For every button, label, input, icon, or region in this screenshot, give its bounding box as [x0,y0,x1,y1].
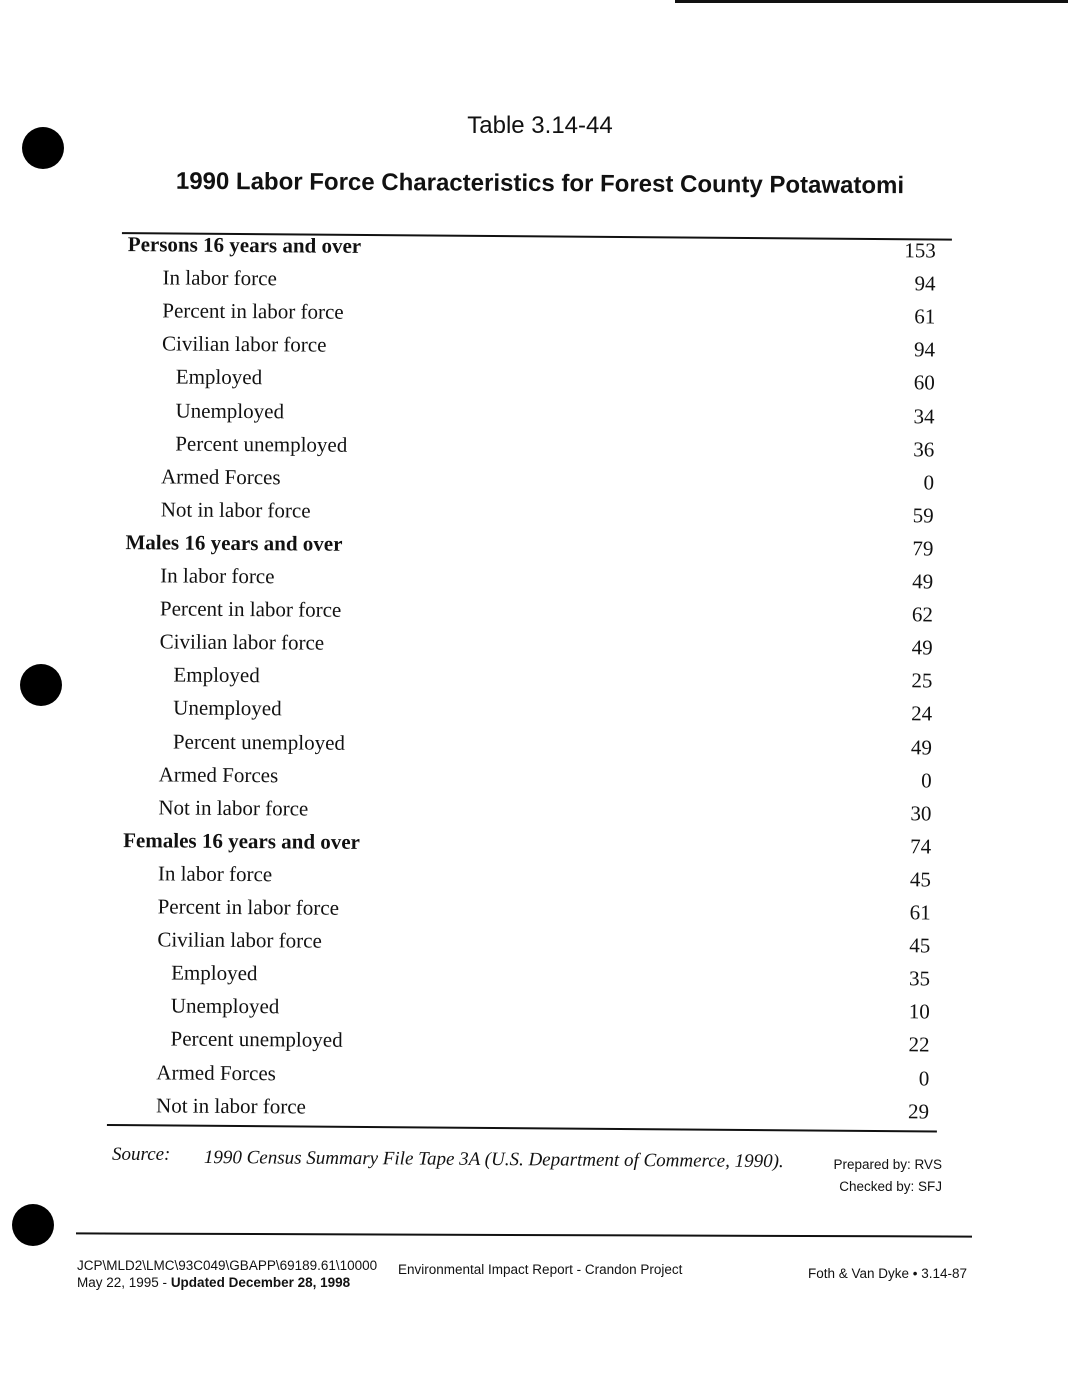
row-label: Not in labor force [155,1092,307,1119]
row-value: 61 [909,900,931,925]
row-label: Employed [175,364,263,390]
footer-page-number: Foth & Van Dyke • 3.14-87 [808,1266,968,1281]
row-value: 30 [910,800,932,826]
prepared-by: Prepared by: RVS [833,1157,942,1172]
footer-updated-date: Updated December 28, 1998 [170,1275,351,1290]
row-value: 49 [911,635,933,660]
row-value: 22 [908,1032,930,1057]
row-value: 0 [918,1065,930,1090]
footer-report-title: Environmental Impact Report - Crandon Project [398,1262,683,1277]
row-label: Unemployed [175,397,285,423]
row-label: Not in labor force [160,497,311,523]
labor-force-table [107,224,948,1136]
footer-original-date: May 22, 1995 - [77,1275,171,1290]
row-label: Percent in labor force [162,298,344,324]
row-value: 36 [913,436,935,462]
row-value: 49 [912,569,934,594]
row-value: 94 [914,271,936,296]
row-value: 94 [913,337,936,362]
row-label: Unemployed [173,695,282,721]
punch-hole [20,664,62,706]
row-value: 153 [904,238,936,263]
row-label: Armed Forces [158,761,279,787]
row-label: In labor force [162,265,277,291]
footer-file-path: JCP\MLD2\LMC\93C049\GBAPP\69189.61\10000 [77,1258,378,1273]
row-value: 25 [911,668,933,693]
footer-rule [76,1232,972,1237]
row-value: 29 [907,1098,930,1124]
row-label: Employed [171,960,258,986]
row-value: 10 [908,999,930,1024]
row-label: Armed Forces [160,464,281,490]
row-value: 61 [914,304,936,329]
row-label: Percent unemployed [170,1026,343,1053]
row-value: 59 [912,503,934,528]
row-value: 0 [923,470,935,495]
row-label: Civilian labor force [161,331,327,357]
table-title: 1990 Labor Force Characteristics for Forest County Potawatomi [175,167,905,200]
row-value: 62 [911,602,934,627]
top-edge-line [675,0,1068,3]
row-label: Civilian labor force [159,629,325,655]
row-value: 79 [912,536,934,561]
row-label: Armed Forces [156,1059,276,1085]
table-body [114,224,948,1124]
row-value: 74 [910,834,932,859]
row-label: Percent unemployed [172,728,346,755]
row-label: Percent in labor force [159,596,342,622]
row-label: Females 16 years and over [123,827,361,854]
row-label: In labor force [160,563,275,589]
row-label: Not in labor force [158,795,309,821]
checked-by: Checked by: SFJ [839,1179,942,1194]
footer-date [77,1275,350,1290]
row-label: Percent in labor force [157,894,340,920]
row-label: Males 16 years and over [125,529,343,556]
row-label: Civilian labor force [157,927,322,953]
row-label: Unemployed [170,993,280,1019]
source-citation: 1990 Census Summary File Tape 3A (U.S. Department of Commerce, 1990). [203,1147,784,1173]
row-label: In labor force [157,861,273,887]
row-label: Persons 16 years and over [127,232,362,258]
source-label: Source: [112,1144,171,1165]
row-value: 45 [909,867,931,892]
row-value: 0 [921,767,932,793]
row-value: 35 [909,966,931,991]
punch-hole [12,1204,54,1246]
row-value: 60 [913,370,935,395]
row-value: 49 [910,734,933,759]
row-label: Employed [173,662,260,688]
row-value: 24 [911,701,933,726]
row-value: 45 [909,933,931,958]
row-value: 34 [913,403,935,428]
row-label: Percent unemployed [175,431,348,457]
table-row [107,1089,929,1128]
table-number: Table 3.14-44 [467,112,613,139]
